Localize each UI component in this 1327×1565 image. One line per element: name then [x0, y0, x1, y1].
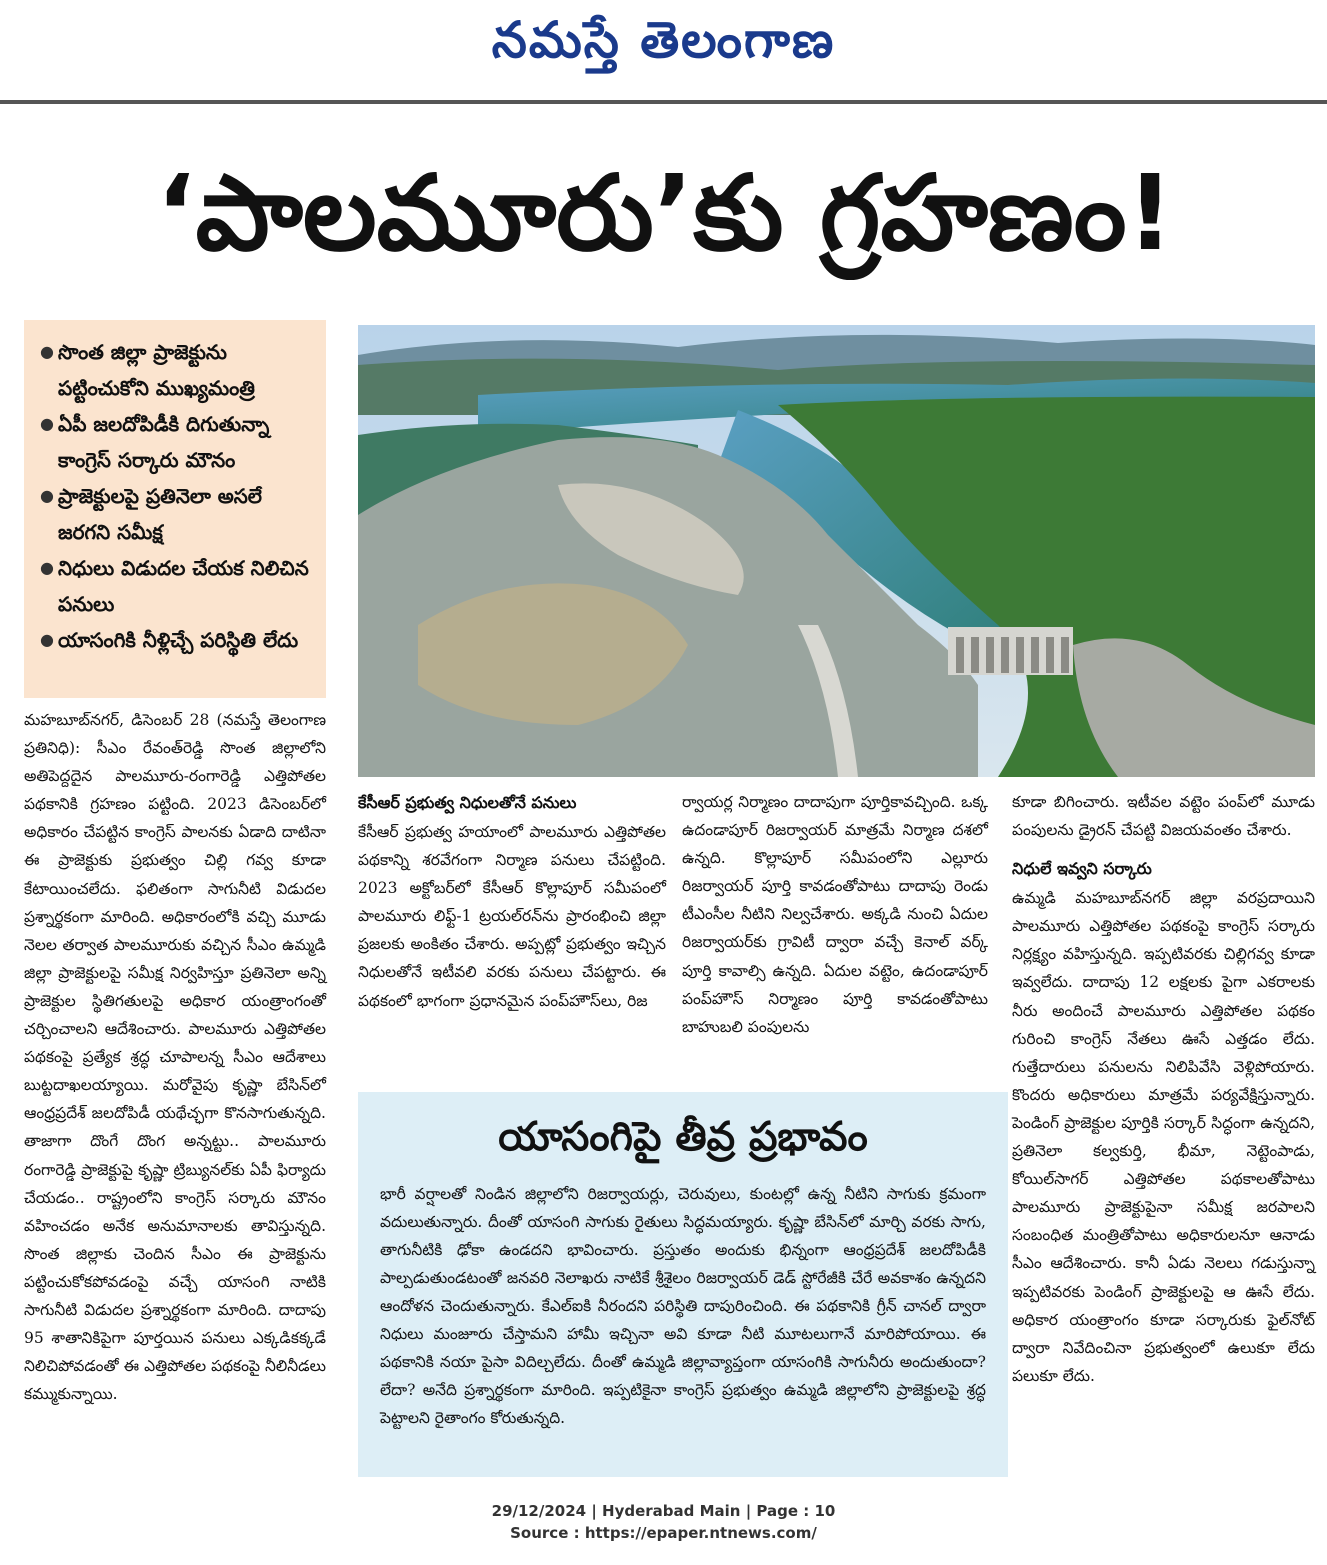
bullet-icon: ●	[40, 486, 54, 505]
highlight-text: యాసంగికి నీళ్లిచ్చే పరిస్థితి లేదు	[58, 628, 299, 652]
bullet-icon: ●	[40, 630, 54, 649]
highlight-item	[40, 622, 316, 658]
sidebar-story-text: భారీ వర్షాలతో నిండిన జిల్లాలోని రిజర్వాయర్లు, చెరువులు, కుంటల్లో ఉన్న నీటిని సాగుకు క్రమంగా వదులుతున్నారు. దీంతో యాసంగి సాగుకు రైతులు సిద్ధమయ్యారు. కృష్ణా బేసిన్‌లో మార్చి వరకు సాగు, తాగునీటికి ఢోకా ఉండదని భావించారు. ప్రస్తుతం అందుకు భిన్నంగా ఆంధ్రప్రదేశ్ జలదోపిడీకి పాల్పడుతుండటంతో జనవరి నెలాఖరు నాటికే శ్రీశైలం రిజర్వాయర్ డెడ్ స్టోరేజీకి చేరే అవకాశం ఉన్నదని ఆందోళన చెందుతున్నారు. కేఎల్‌ఐకి నీరందని పరిస్థితి దాపురించింది. ఈ పథకానికి గ్రీన్ చానల్ ద్వారా నిధులు మంజూరు చేస్తామని హామీ ఇచ్చినా అవి కూడా నీటి మూటలుగానే మారిపోయాయి. ఈ పథకానికి నయా పైసా విదిల్చలేదు. దీంతో ఉమ్మడి జిల్లావ్యాప్తంగా యాసంగికి సాగునీరు అందుతుందా? లేదా? అనేది ప్రశ్నార్థకంగా మారింది. ఇప్పటికైనా కాంగ్రెస్ ప్రభుత్వం ఉమ్మడి జిల్లాలోని ప్రాజెక్టులపై శ్రద్ధ పెట్టాలని రైతాంగం కోరుతున్నది.	[380, 1185, 986, 1427]
bullet-icon: ●	[40, 414, 54, 433]
article-column-1	[24, 706, 326, 1491]
highlight-item	[40, 406, 316, 478]
article-column-4	[1012, 788, 1315, 1488]
highlights-box	[24, 320, 326, 698]
masthead	[0, 0, 1327, 100]
highlight-item	[40, 334, 316, 406]
article-text: కూడా బిగించారు. ఇటీవల వట్టెం పంప్‌లో మూడు పంపులను డ్రైరన్ చేపట్టి విజయవంతం చేశారు.	[1012, 793, 1315, 840]
page-footer	[0, 1500, 1327, 1544]
source-link[interactable]: Source : https://epaper.ntnews.com/	[510, 1524, 817, 1542]
highlight-text: ఏపీ జలదోపిడీకి దిగుతున్నా కాంగ్రెస్ సర్కారు మౌనం	[58, 412, 270, 472]
dam-reservoir-aerial-photo	[358, 325, 1315, 777]
highlight-text: సొంత జిల్లా ప్రాజెక్టును పట్టించుకోని ముఖ్యమంత్రి	[58, 340, 255, 400]
article-column-2	[358, 788, 666, 1078]
article-column-3	[682, 788, 988, 1078]
sidebar-story-box	[358, 1092, 1008, 1477]
article-text: ర్వాయర్ల నిర్మాణం దాదాపుగా పూర్తికావచ్చింది. ఒక్క ఉదండాపూర్ రిజర్వాయర్ మాత్రమే నిర్మాణ దశలో ఉన్నది. కొల్లాపూర్ సమీపంలోని ఎల్లూరు రిజర్వాయర్ పూర్తి కావడంతోపాటు దాదాపు రెండు టీఎంసీల నీటిని నిల్వచేశారు. అక్కడి నుంచి ఏదుల రిజర్వాయర్‌కు గ్రావిటీ ద్వారా వచ్చే కెనాల్ వర్క్ పూర్తి కావాల్సి ఉన్నది. ఏదుల వట్టెం, ఉదండాపూర్ పంప్‌హౌస్ నిర్మాణం పూర్తి కావడంతోపాటు బాహుబలి పంపులను	[682, 793, 988, 1036]
highlights-list	[40, 334, 316, 658]
highlight-item	[40, 550, 316, 622]
bullet-icon: ●	[40, 342, 54, 361]
article-text: మహబూబ్‌నగర్, డిసెంబర్ 28 (నమస్తే తెలంగాణ ప్రతినిధి): సీఎం రేవంత్‌రెడ్డి సొంత జిల్లాలోని అతిపెద్దదైన పాలమూరు-రంగారెడ్డి ఎత్తిపోతల పథకానికి గ్రహణం పట్టింది. 2023 డిసెంబర్‌లో అధికారం చేపట్టిన కాంగ్రెస్ పాలనకు ఏడాది దాటినా ఈ ప్రాజెక్టుకు ప్రభుత్వం చిల్లి గవ్వ కూడా కేటాయించలేదు. ఫలితంగా సాగునీటి విడుదల ప్రశ్నార్థకంగా మారింది. అధికారంలోకి వచ్చి మూడు నెలల తర్వాత పాలమూరుకు వచ్చిన సీఎం ఉమ్మడి జిల్లా ప్రాజెక్టులపై సమీక్ష నిర్వహిస్తూ ప్రతినెలా అన్ని ప్రాజెక్టుల స్థితిగతులపై అధికార యంత్రాంగంతో చర్చించాలని ఆదేశించారు. పాలమూరు ఎత్తిపోతల పథకంపై ప్రత్యేక శ్రద్ధ చూపాలన్న సీఎం ఆదేశాలు బుట్టదాఖలయ్యాయి. మరోవైపు కృష్ణా బేసిన్‌లో ఆంధ్రప్రదేశ్ జలదోపిడీ యథేచ్ఛగా కొనసాగుతున్నది. తాజాగా దొంగే దొంగ అన్నట్టు.. పాలమూరు రంగారెడ్డి ప్రాజెక్టుపై కృష్ణా ట్రిబ్యునల్‌కు ఏపీ ఫిర్యాదు చేయడం.. రాష్ట్రంలోని కాంగ్రెస్ సర్కారు మౌనం వహించడం అనేక అనుమానాలకు తావిస్తున్నది. సొంత జిల్లాకు చెందిన సీఎం ఈ ప్రాజెక్టును పట్టించుకోకపోవడంపై వచ్చే యాసంగి నాటికి సాగునీటి విడుదల ప్రశ్నార్థకంగా మారింది. దాదాపు 95 శాతానికిపైగా పూర్తయిన పనులు ఎక్కడికక్కడే నిలిచిపోవడంతో ఈ ఎత్తిపోతల పథకంపై నీలినీడలు కమ్ముకున్నాయి.	[24, 711, 326, 1404]
sidebar-story-heading: యాసంగిపై తీవ్ర ప్రభావం	[498, 1114, 868, 1160]
masthead-divider	[0, 100, 1327, 104]
article-text: ఉమ్మడి మహబూబ్‌నగర్ జిల్లా వరప్రదాయిని పాలమూరు ఎత్తిపోతల పథకంపై కాంగ్రెస్ సర్కారు నిర్లక్ష్యం వహిస్తున్నది. ఇప్పటివరకు చిల్లిగవ్వ కూడా ఇవ్వలేదు. దాదాపు 12 లక్షలకు పైగా ఎకరాలకు నీరు అందించే పాలమూరు ఎత్తిపోతల పథకం గురించి కాంగ్రెస్ నేతలు ఊసే ఎత్తడం లేదు. గుత్తేదారులు పనులను నిలిపివేసి వెళ్లిపోయారు. కొందరు అధికారులు మాత్రమే పర్యవేక్షిస్తున్నారు. పెండింగ్ ప్రాజెక్టుల పూర్తికి సర్కార్ సిద్ధంగా ఉన్నదని, ప్రతినెలా కల్వకుర్తి, భీమా, నెట్టెంపాడు, కోయిల్‌సాగర్ ఎత్తిపోతల పథకాలతోపాటు పాలమూరు ప్రాజెక్టుపైనా సమీక్ష జరపాలని సంబంధిత మంత్రితోపాటు అధికారులనూ ఆనాడు సీఎం ఆదేశించారు. కానీ ఏడు నెలలు గడుస్తున్నా ఇప్పటివరకు పెండింగ్ ప్రాజెక్టులపై ఆ ఊసే లేదు. అధికార యంత్రాంగం కూడా సర్కారుకు ఫైల్‌నోట్ ద్వారా నివేదించినా ప్రభుత్వంలో ఉలుకూ లేదు పలుకూ లేదు.	[1012, 889, 1315, 1385]
edition-info: 29/12/2024 | Hyderabad Main | Page : 10	[491, 1502, 836, 1520]
headline: ‘పాలమూరు’కు గ్రహణం!	[156, 152, 1174, 274]
newspaper-logo: నమస్తే తెలంగాణ	[491, 10, 836, 69]
bullet-icon: ●	[40, 558, 54, 577]
section-subhead: నిధులే ఇవ్వని సర్కారు	[1012, 859, 1152, 879]
highlight-text: ప్రాజెక్టులపై ప్రతినెలా అసలే జరగని సమీక్ష	[58, 484, 262, 544]
section-subhead: కేసీఆర్ ప్రభుత్వ నిధులతోనే పనులు	[358, 793, 577, 812]
highlight-text: నిధులు విడుదల చేయక నిలిచిన పనులు	[58, 556, 309, 616]
article-text: కేసీఆర్ ప్రభుత్వ హయాంలో పాలమూరు ఎత్తిపోతల పథకాన్ని శరవేగంగా నిర్మాణ పనులు చేపట్టింది. 2023 అక్టోబర్‌లో కేసీఆర్ కొల్లాపూర్ సమీపంలో పాలమూరు లిఫ్ట్-1 ట్రయల్‌రన్‌ను ప్రారంభించి జిల్లా ప్రజలకు అంకితం చేశారు. అప్పట్లో ప్రభుత్వం ఇచ్చిన నిధులతోనే ఇటీవలి వరకు పనులు చేపట్టారు. ఈ పథకంలో భాగంగా ప్రధానమైన పంప్‌హౌస్‌లు, రిజ	[358, 823, 666, 1010]
highlight-item	[40, 478, 316, 550]
